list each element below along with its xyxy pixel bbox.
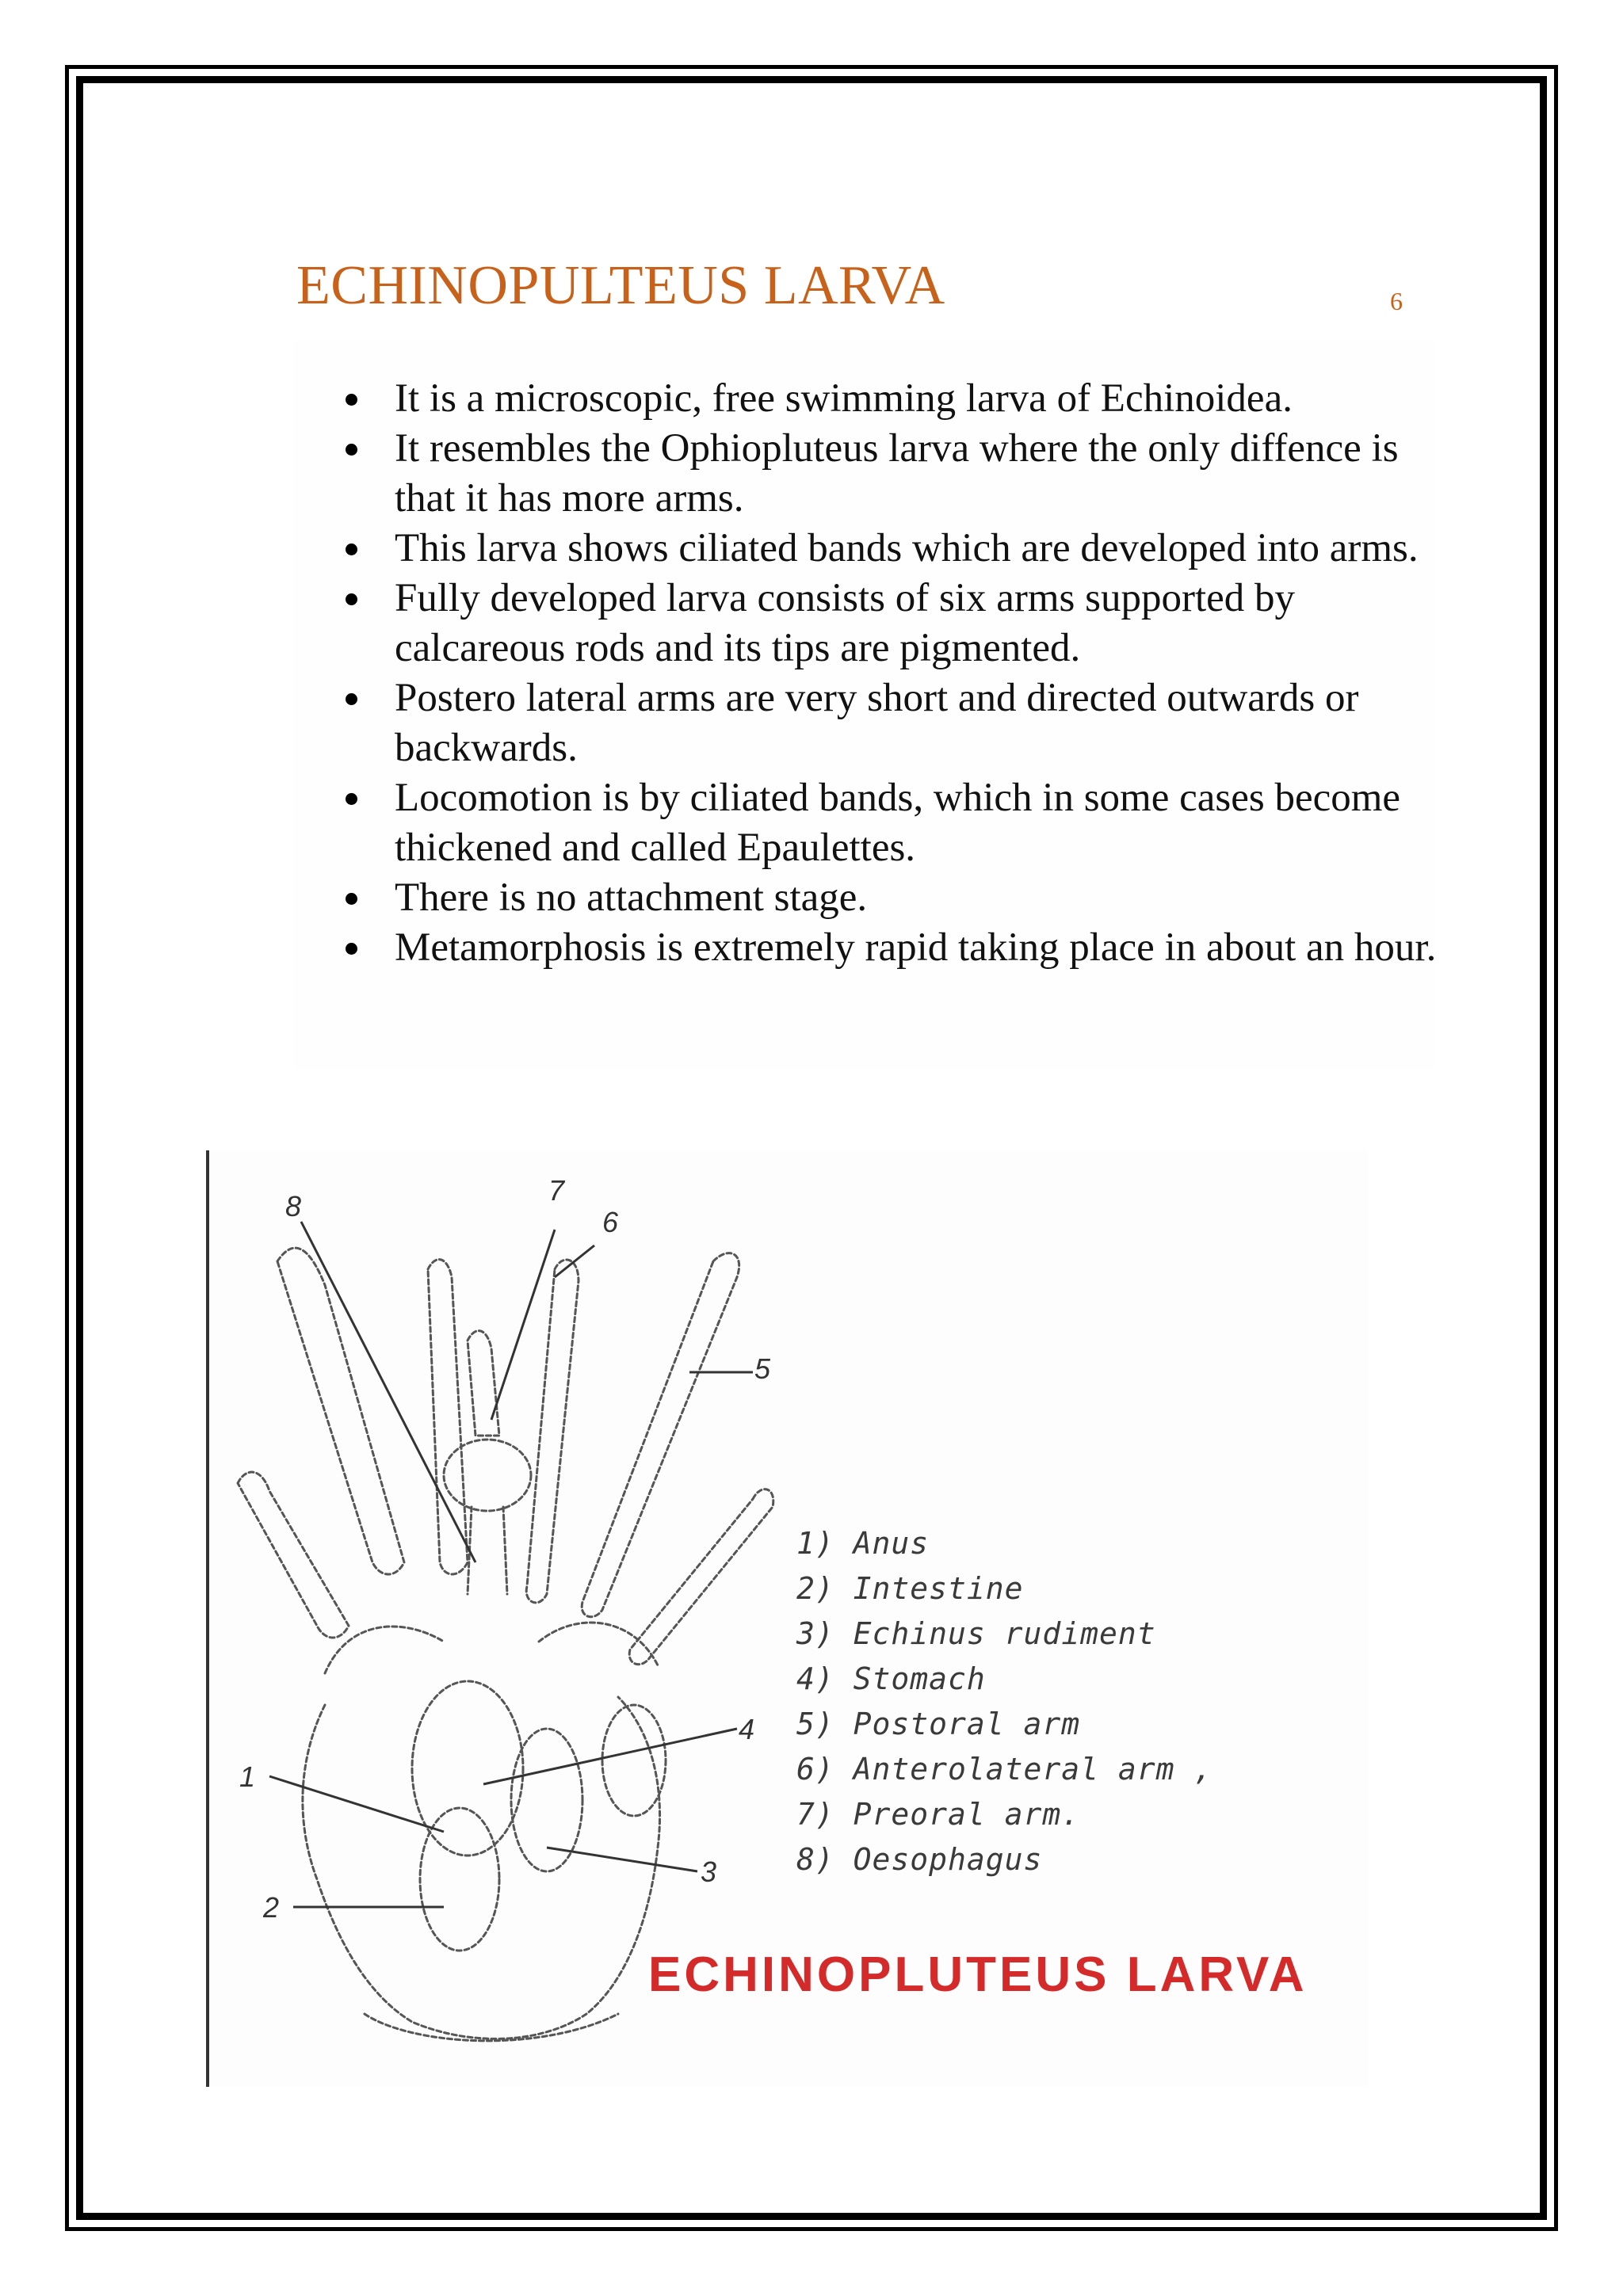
bullet-dot-icon xyxy=(346,394,357,406)
bullet-item xyxy=(333,923,1442,973)
larva-arm-left-short xyxy=(238,1472,349,1638)
larva-arm-left-mid xyxy=(428,1260,468,1574)
legend-item: 7) Preoral arm. xyxy=(796,1797,1081,1832)
larva-echinus-rudiment xyxy=(511,1729,582,1871)
page-title: ECHINOPULTEUS LARVA xyxy=(296,255,945,316)
figure-caption: ECHINOPLUTEUS LARVA xyxy=(648,1947,1308,2002)
bullet-dot-icon xyxy=(346,693,357,705)
bullet-dot-icon xyxy=(346,943,357,955)
legend-item: 6) Anterolateral arm , xyxy=(796,1752,1213,1787)
bullet-dot-icon xyxy=(346,793,357,805)
bullet-dot-icon xyxy=(346,593,357,605)
larva-epaulette-left xyxy=(325,1627,444,1673)
larva-arm-right-6 xyxy=(526,1260,579,1603)
bullet-text: Locomotion is by ciliated bands, which in some cases become thickened and called Epaulettes. xyxy=(395,776,1401,870)
bullet-item xyxy=(333,424,1442,524)
legend-item: 3) Echinus rudiment xyxy=(796,1616,1156,1651)
callout-4: 4 xyxy=(739,1713,755,1745)
bullet-list xyxy=(333,374,1442,973)
larva-epaulette-right xyxy=(539,1623,658,1665)
legend-item: 2) Intestine xyxy=(796,1571,1024,1606)
bullet-text: Metamorphosis is extremely rapid taking place in about an hour. xyxy=(395,925,1437,970)
callout-8: 8 xyxy=(285,1190,302,1222)
larva-right-loop xyxy=(602,1705,666,1816)
larva-body xyxy=(303,1697,660,2039)
callout-7: 7 xyxy=(548,1174,565,1207)
bullet-dot-icon xyxy=(346,444,357,456)
bullet-item xyxy=(333,873,1442,923)
callout-1: 1 xyxy=(239,1760,256,1793)
legend-item: 1) Anus xyxy=(796,1526,930,1561)
bullet-text: Fully developed larva consists of six arms supported by calcareous rods and its tips are pigmented. xyxy=(395,576,1295,670)
bullet-item xyxy=(333,673,1442,773)
callout-3: 3 xyxy=(701,1855,717,1888)
bullet-text: It is a microscopic, free swimming larva of Echinoidea. xyxy=(395,376,1293,421)
bullet-item xyxy=(333,524,1442,574)
leader-line-3 xyxy=(547,1848,697,1871)
larva-stomach xyxy=(412,1681,523,1855)
legend-item: 8) Oesophagus xyxy=(796,1842,1043,1877)
bullet-item xyxy=(333,773,1442,873)
larva-oesophagus-duct xyxy=(468,1507,507,1594)
larva-arm-right-5 xyxy=(582,1253,739,1617)
larva-preoral-stalk xyxy=(468,1331,499,1436)
larva-arm-right-short xyxy=(629,1489,773,1665)
larva-oesophagus xyxy=(444,1440,531,1511)
larva-intestine xyxy=(420,1808,499,1951)
callout-6: 6 xyxy=(602,1206,619,1238)
larva-figure xyxy=(206,1150,1368,2087)
bullet-item xyxy=(333,574,1442,673)
bullet-text: This larva shows ciliated bands which are developed into arms. xyxy=(395,526,1419,570)
callout-5: 5 xyxy=(754,1352,771,1385)
legend-item: 4) Stomach xyxy=(796,1661,986,1696)
bullet-text: Postero lateral arms are very short and directed outwards or backwards. xyxy=(395,676,1359,770)
figure-legend xyxy=(796,1521,1212,1882)
leader-line-8 xyxy=(301,1222,475,1562)
bullet-text: It resembles the Ophiopluteus larva where the only diffence is that it has more arms. xyxy=(395,426,1399,521)
page-number: 6 xyxy=(1390,287,1403,315)
bullet-dot-icon xyxy=(346,893,357,905)
bullet-item xyxy=(333,374,1442,424)
bullet-text: There is no attachment stage. xyxy=(395,875,868,920)
bullet-dot-icon xyxy=(346,543,357,555)
legend-item: 5) Postoral arm xyxy=(796,1707,1081,1741)
callout-2: 2 xyxy=(263,1891,280,1924)
